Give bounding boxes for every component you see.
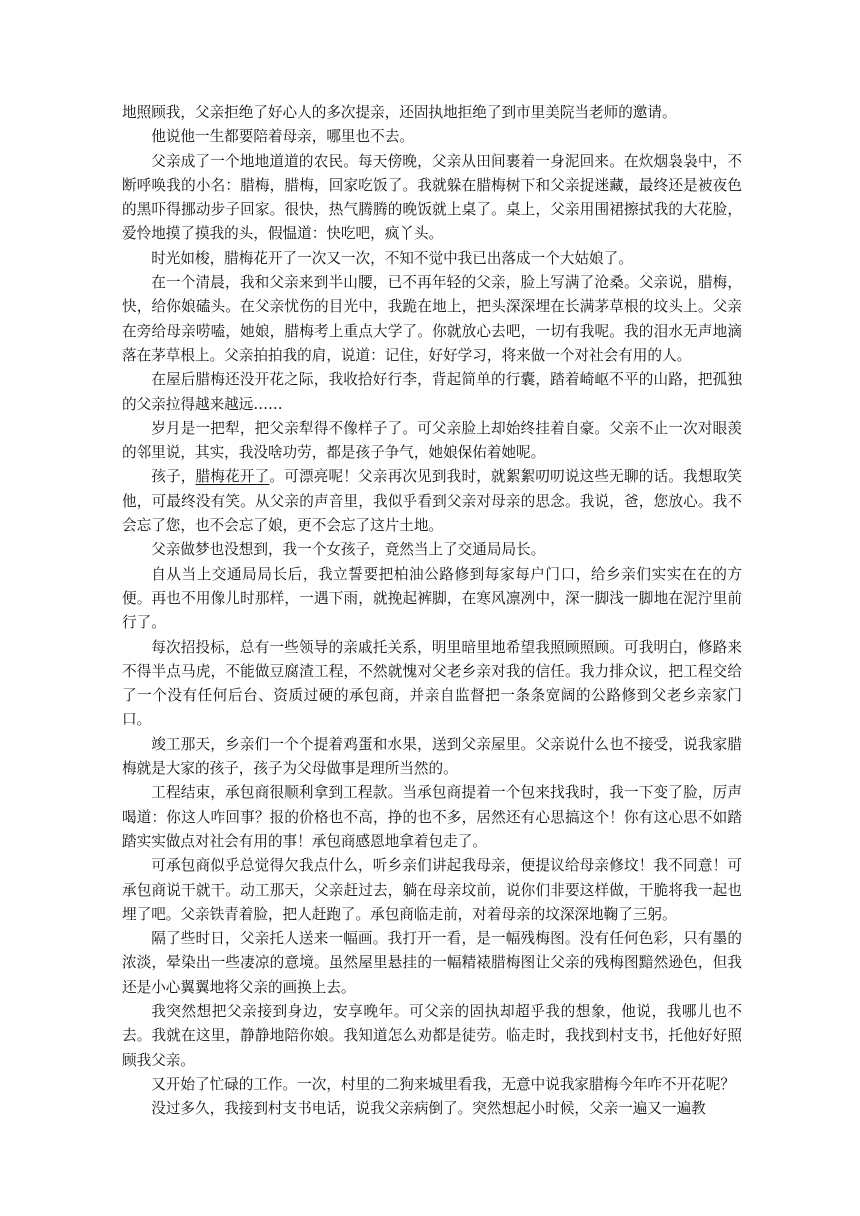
- paragraph: 每次招投标，总有一些领导的亲戚托关系，明里暗里地希望我照顾照顾。可我明白，修路来不得半点马虎，不能做豆腐渣工程，不然就愧对父老乡亲对我的信任。我力排众议，把工程交给了一个没有任何后台、资质过硬的承包商，并亲自监督把一条条宽阔的公路修到父老乡亲家门口。: [122, 638, 742, 729]
- text-prefix: 孩子，: [151, 468, 196, 486]
- paragraph: 没过多久，我接到村支书电话，说我父亲病倒了。突然想起小时候，父亲一遍又一遍教: [151, 1100, 706, 1118]
- paragraph: 竣工那天，乡亲们一个个提着鸡蛋和水果，送到父亲屋里。父亲说什么也不接受，说我家腊梅就是大家的孩子，孩子为父母做事是理所当然的。: [122, 735, 742, 778]
- paragraph: 隔了些时日，父亲托人送来一幅画。我打开一看，是一幅残梅图。没有任何色彩，只有墨的浓淡，晕染出一些凄凉的意境。虽然屋里悬挂的一幅精裱腊梅图让父亲的残梅图黯然逊色，但我还是小心翼翼地将父亲的画换上去。: [122, 930, 742, 996]
- paragraph: 自从当上交通局局长后，我立誓要把柏油公路修到每家每户门口，给乡亲们实实在在的方便。再也不用像儿时那样，一遇下雨，就挽起裤脚，在寒风凛冽中，深一脚浅一脚地在泥泞里前行了。: [122, 565, 742, 632]
- paragraph: 又开始了忙碌的工作。一次，村里的二狗来城里看我，无意中说我家腊梅今年咋不开花呢？: [151, 1075, 735, 1093]
- paragraph: 岁月是一把犁，把父亲犁得不像样子了。可父亲脸上却始终挂着自豪。父亲不止一次对眼羡的邻里说，其实，我没啥功劳，都是孩子争气，她娘保佑着她呢。: [122, 419, 742, 462]
- paragraph: 地照顾我，父亲拒绝了好心人的多次提亲，还固执地拒绝了到市里美院当老师的邀请。: [122, 104, 677, 121]
- paragraph: 工程结束，承包商很顺利拿到工程款。当承包商提着一个包来找我时，我一下变了脸，厉声喝道：你这人咋回事？报的价格也不高，挣的也不多，居然还有心思搞这个！你有这心思不如踏踏实实做点对社会有用的事！承包商感恩地拿着包走了。: [122, 784, 742, 850]
- paragraph: 他说他一生都要陪着母亲，哪里也不去。: [151, 128, 414, 146]
- paragraph-with-underline: [122, 465, 742, 538]
- paragraph: 我突然想把父亲接到身边，安享晚年。可父亲的固执却超乎我的想象，他说，我哪儿也不去。我就在这里，静静地陪你娘。我知道怎么劝都是徒劳。临走时，我找到村支书，托他好好照顾我父亲。: [122, 1002, 742, 1069]
- paragraph: 可承包商似乎总觉得欠我点什么，听乡亲们讲起我母亲，便提议给母亲修坟！我不同意！可承包商说干就干。动工那天，父亲赶过去，躺在母亲坟前，说你们非要这样做，干脆将我一起也埋了吧。父亲铁青着脸，把人赶跑了。承包商临走前，对着母亲的坟深深地鞠了三躬。: [122, 857, 742, 923]
- paragraph: 父亲成了一个地地道道的农民。每天傍晚，父亲从田间裹着一身泥回来。在炊烟袅袅中，不断呼唤我的小名：腊梅，腊梅，回家吃饭了。我就躲在腊梅树下和父亲捉迷藏，最终还是被夜色的黑吓得挪动步子回家。很快，热气腾腾的晚饭就上桌了。桌上，父亲用围裙擦拭我的大花脸，爱怜地摸了摸我的头，假愠道：快吃吧，疯丫头。: [122, 152, 742, 243]
- underlined-phrase: 腊梅花开了: [195, 468, 270, 486]
- paragraph: 时光如梭，腊梅花开了一次又一次，不知不觉中我已出落成一个大姑娘了。: [151, 249, 633, 267]
- text-suffix: 。: [269, 468, 285, 486]
- paragraph-rest: 可漂亮呢！父亲再次见到我时，就絮絮叨叨说这些无聊的话。我想取笑他，可最终没有笑。从父亲的声音里，我似乎看到父亲对母亲的思念。我说，爸，您放心。我不会忘了您，也不会忘了娘，更不会忘了这片土地。: [122, 468, 742, 535]
- paragraph: 在一个清晨，我和父亲来到半山腰，已不再年轻的父亲，脸上写满了沧桑。父亲说，腊梅，快，给你娘磕头。在父亲忧伤的目光中，我跪在地上，把头深深埋在长满茅草根的坟头上。父亲在旁给母亲唠嗑，她娘，腊梅考上重点大学了。你就放心去吧，一切有我呢。我的泪水无声地滴落在茅草根上。父亲拍拍我的肩，说道：记住，好好学习，将来做一个对社会有用的人。: [122, 274, 742, 364]
- document-page: [122, 101, 742, 1121]
- paragraph: 父亲做梦也没想到，我一个女孩子，竟然当上了交通局局长。: [151, 541, 546, 559]
- paragraph: 在屋后腊梅还没开花之际，我收拾好行李，背起简单的行囊，踏着崎岖不平的山路，把孤独的父亲拉得越来越远……: [122, 371, 742, 413]
